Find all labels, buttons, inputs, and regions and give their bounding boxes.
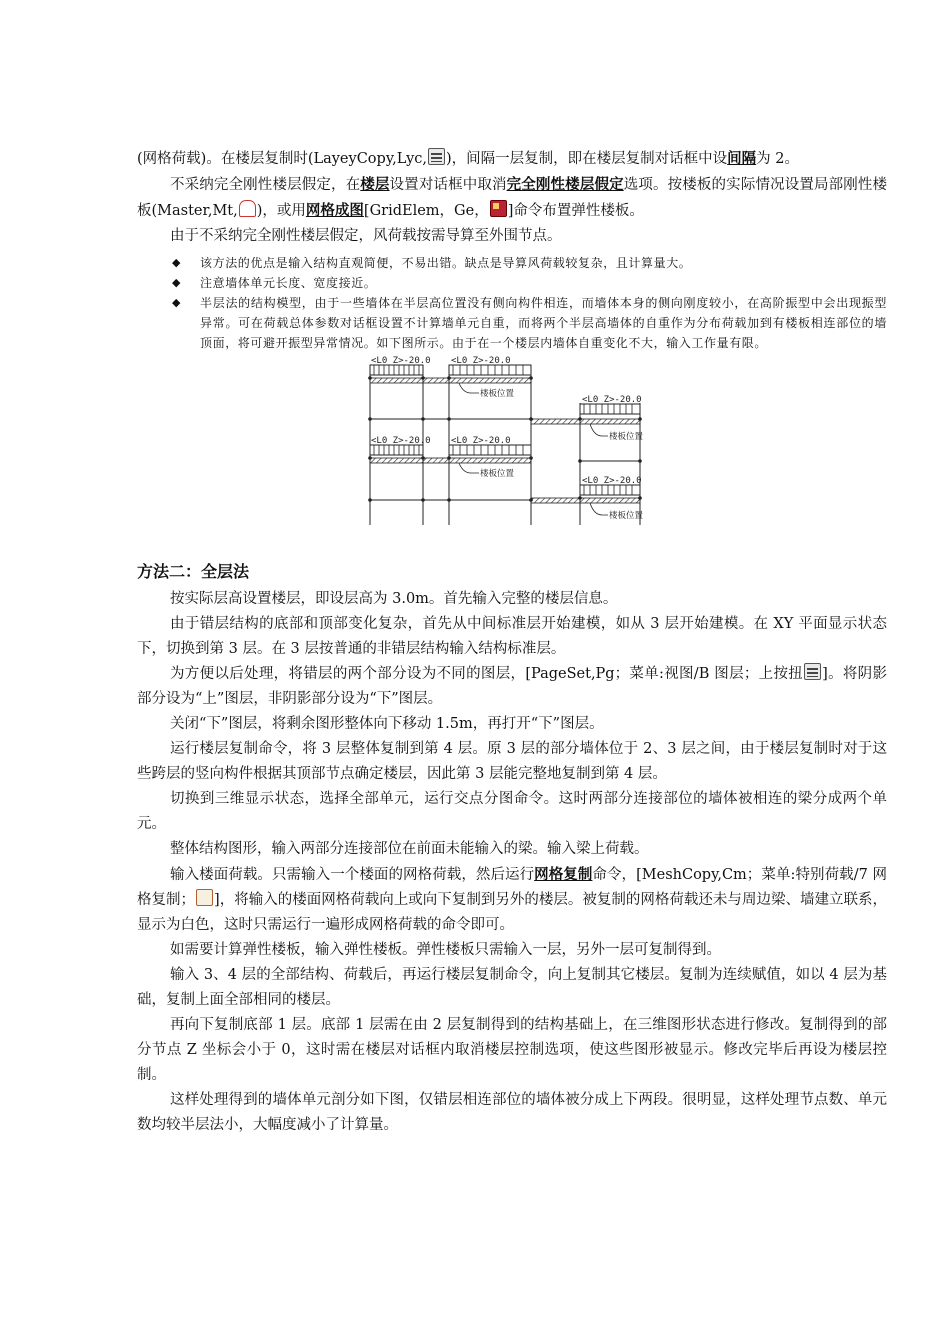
- bullet-item: ◆ 该方法的优点是输入结构直观简便，不易出错。缺点是导算风荷载较复杂，且计算量大。: [172, 253, 887, 273]
- paragraph-12: 如需要计算弹性楼板，输入弹性楼板。弹性楼板只需输入一层，另外一层可复制得到。: [170, 942, 721, 958]
- slab-position-label: 楼板位置: [480, 469, 515, 479]
- slab-position-label: 楼板位置: [609, 511, 644, 521]
- load-label: <L0 Z>-20.0: [451, 356, 511, 366]
- diamond-icon: ◆: [172, 276, 182, 289]
- section-heading: 方法二：全层法: [137, 562, 250, 581]
- layer-button-icon: [804, 663, 821, 680]
- keyword-mesh-copy: 网格复制: [534, 866, 593, 883]
- paragraph-1: (网格荷载)。在楼层复制时(LayeyCopy,Lyc, )，间隔一层复制，即在楼层复制对话框中设间隔为 2。: [137, 150, 799, 167]
- paragraph-15: 这样处理得到的墙体单元剖分如下图，仅错层相连部位的墙体被分成上下两段。很明显，这样处理节点数、单元数均较半层法小，大幅度减小了计算量。: [137, 1092, 887, 1133]
- paragraph-10: 整体结构图形，输入两部分连接部位在前面未能输入的梁。输入梁上荷载。: [170, 841, 649, 857]
- mesh-copy-icon: [196, 889, 213, 906]
- diamond-icon: ◆: [172, 296, 182, 309]
- paragraph-5: 由于错层结构的底部和顶部变化复杂，首先从中间标准层开始建模，如从 3 层开始建模。在 XY 平面显示状态下，切换到第 3 层。在 3 层按普通的非错层结构输入结构标准层。: [137, 616, 887, 657]
- keyword-rigid-floor: 完全刚性楼层假定: [506, 176, 624, 193]
- paragraph-8: 运行楼层复制命令，将 3 层整体复制到第 4 层。原 3 层的部分墙体位于 2、3 层之间，由于楼层复制时对于这些跨层的竖向构件根据其顶部节点确定楼层，因此第 3 层能完整地复制到第 4 层。: [137, 741, 887, 782]
- keyword-floor: 楼层: [360, 176, 390, 193]
- bullet-item: ◆ 注意墙体单元长度、宽度接近。: [172, 273, 887, 293]
- paragraph-9: 切换到三维显示状态，选择全部单元，运行交点分图命令。这时两部分连接部位的墙体被相连的梁分成两个单元。: [137, 791, 887, 832]
- load-label: <L0 Z>-20.0: [451, 436, 511, 446]
- rigid-slab-icon: [239, 200, 256, 217]
- keyword-interval: 间隔: [727, 150, 757, 167]
- wall-model-diagram: [365, 355, 655, 527]
- paragraph-2: 不采纳完全刚性楼层假定，在楼层设置对话框中取消完全刚性楼层假定选项。按楼板的实际情况设置局部刚性楼板(Master,Mt, )，或用网格成图[GridElem，Ge， ]命令布置弹性楼板。: [137, 176, 888, 219]
- load-label: <L0 Z>-20.0: [582, 476, 642, 486]
- slab-position-label: 楼板位置: [480, 389, 515, 399]
- document-page: [137, 146, 887, 1138]
- load-label: <L0 Z>-20.0: [371, 356, 431, 366]
- paragraph-6: 为方便以后处理，将错层的两个部分设为不同的图层，[PageSet,Pg；菜单:视图/B 图层；上按扭 ]。将阴影部分设为“上”图层，非阴影部分设为“下”图层。: [137, 662, 887, 712]
- structure-figure: [137, 355, 887, 533]
- load-label: <L0 Z>-20.0: [582, 395, 642, 405]
- slab-position-label: 楼板位置: [609, 432, 644, 442]
- bullet-item: ◆ 半层法的结构模型，由于一些墙体在半层高位置没有侧向构件相连，而墙体本身的侧向刚度较小，在高阶振型中会出现振型异常。可在荷载总体参数对话框设置不计算墙单元自重，而将两个半层高墙体的自重作为分布荷载加到有楼板相连部位的墙顶面，将可避开振型异常情况。如下图所示。由于在一个楼层内墙体自重变化不大，输入工作量有限。: [172, 293, 887, 353]
- keyword-grid-elem: 网格成图: [305, 202, 364, 219]
- paragraph-11: 输入楼面荷载。只需输入一个楼面的网格荷载，然后运行网格复制命令，[MeshCopy,Cm；菜单:特别荷载/7 网格复制； ]，将输入的楼面网格荷载向上或向下复制到另外的楼层。被复制的网格荷载还未与周边梁、墙建立联系，显示为白色，这时只需运行一遍形成网格荷载的命令即可。: [137, 866, 888, 933]
- diamond-icon: ◆: [172, 256, 182, 269]
- paragraph-13: 输入 3、4 层的全部结构、荷载后，再运行楼层复制命令，向上复制其它楼层。复制为连续赋值，如以 4 层为基础，复制上面全部相同的楼层。: [137, 967, 887, 1008]
- bullet-list: [137, 253, 887, 353]
- paragraph-14: 再向下复制底部 1 层。底部 1 层需在由 2 层复制得到的结构基础上，在三维图形状态进行修改。复制得到的部分节点 Z 坐标会小于 0，这时需在楼层对话框内取消楼层控制选项，使这些图形被显示。修改完毕后再设为楼层控制。: [137, 1017, 887, 1083]
- paragraph-4: 按实际层高设置楼层，即设层高为 3.0m。首先输入完整的楼层信息。: [170, 591, 618, 607]
- paragraph-3: 由于不采纳完全刚性楼层假定，风荷载按需导算至外围节点。: [170, 228, 562, 244]
- load-label: <L0 Z>-20.0: [371, 436, 431, 446]
- grid-elem-icon: [490, 200, 507, 217]
- layer-copy-icon: [428, 148, 445, 165]
- paragraph-7: 关闭“下”图层，将剩余图形整体向下移动 1.5m，再打开“下”图层。: [170, 716, 604, 732]
